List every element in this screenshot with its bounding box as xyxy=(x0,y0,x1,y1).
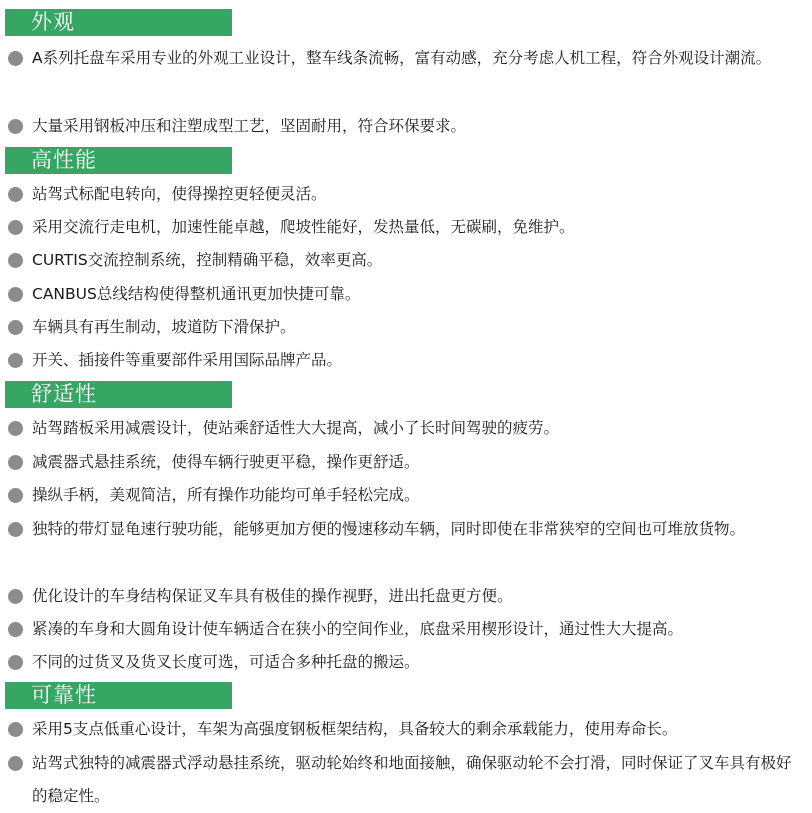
bullet-icon xyxy=(8,622,23,637)
bullet-icon xyxy=(8,187,23,202)
bullet-icon xyxy=(8,522,23,537)
list-item-text: 站驾式标配电转向，使得操控更轻便灵活。 xyxy=(32,185,327,203)
section-header: 外观 xyxy=(5,9,232,36)
list-item-text: CURTIS交流控制系统，控制精确平稳，效率更高。 xyxy=(32,251,383,269)
bullet-icon xyxy=(8,655,23,670)
bullet-icon xyxy=(8,320,23,335)
bullet-icon xyxy=(8,488,23,503)
list-item-text: 操纵手柄，美观简洁，所有操作功能均可单手轻松完成。 xyxy=(32,486,420,504)
list-item-text: 站驾式独特的减震器式浮动悬挂系统，驱动轮始终和地面接触，确保驱动轮不会打滑，同时保证了叉车具有极好的稳定性。 xyxy=(32,754,792,805)
list-item-text: 独特的带灯显龟速行驶功能，能够更加方便的慢速移动车辆，同时即使在非常狭窄的空间也可堆放货物。 xyxy=(32,520,746,538)
list-item-text: 采用5支点低重心设计，车架为高强度钢板框架结构，具备较大的剩余承载能力，使用寿命长。 xyxy=(32,720,678,738)
list-item-text: 站驾踏板采用减震设计，使站乘舒适性大大提高，减小了长时间驾驶的疲劳。 xyxy=(32,419,560,437)
list-item-text: 不同的过货叉及货叉长度可选，可适合多种托盘的搬运。 xyxy=(32,653,420,671)
bullet-icon xyxy=(8,51,23,66)
list-item-text: 紧凑的车身和大圆角设计使车辆适合在狭小的空间作业，底盘采用楔形设计，通过性大大提高。 xyxy=(32,620,684,638)
bullet-icon xyxy=(8,253,23,268)
bullet-icon xyxy=(8,287,23,302)
bullet-icon xyxy=(8,455,23,470)
bullet-icon xyxy=(8,119,23,134)
bullet-icon xyxy=(8,421,23,436)
bullet-icon xyxy=(8,756,23,771)
bullet-icon xyxy=(8,220,23,235)
bullet-icon xyxy=(8,589,23,604)
section-header: 可靠性 xyxy=(5,682,232,709)
list-item-text: 开关、插接件等重要部件采用国际品牌产品。 xyxy=(32,351,343,369)
bullet-icon xyxy=(8,722,23,737)
section-header: 舒适性 xyxy=(5,381,232,408)
list-item-text: A系列托盘车采用专业的外观工业设计，整车线条流畅，富有动感，充分考虑人机工程，符合外观设计潮流。 xyxy=(32,49,772,67)
list-item-text: 车辆具有再生制动，坡道防下滑保护。 xyxy=(32,318,296,336)
list-item-text: 减震器式悬挂系统，使得车辆行驶更平稳，操作更舒适。 xyxy=(32,453,420,471)
section-header: 高性能 xyxy=(5,147,232,174)
list-item-text: 采用交流行走电机，加速性能卓越，爬坡性能好，发热量低，无碳刷，免维护。 xyxy=(32,218,575,236)
list-item-text: 大量采用钢板冲压和注塑成型工艺，坚固耐用，符合环保要求。 xyxy=(32,117,467,135)
list-item-text: CANBUS总线结构使得整机通讯更加快捷可靠。 xyxy=(32,285,361,303)
bullet-icon xyxy=(8,353,23,368)
list-item-text: 优化设计的车身结构保证叉车具有极佳的操作视野，进出托盘更方便。 xyxy=(32,587,513,605)
